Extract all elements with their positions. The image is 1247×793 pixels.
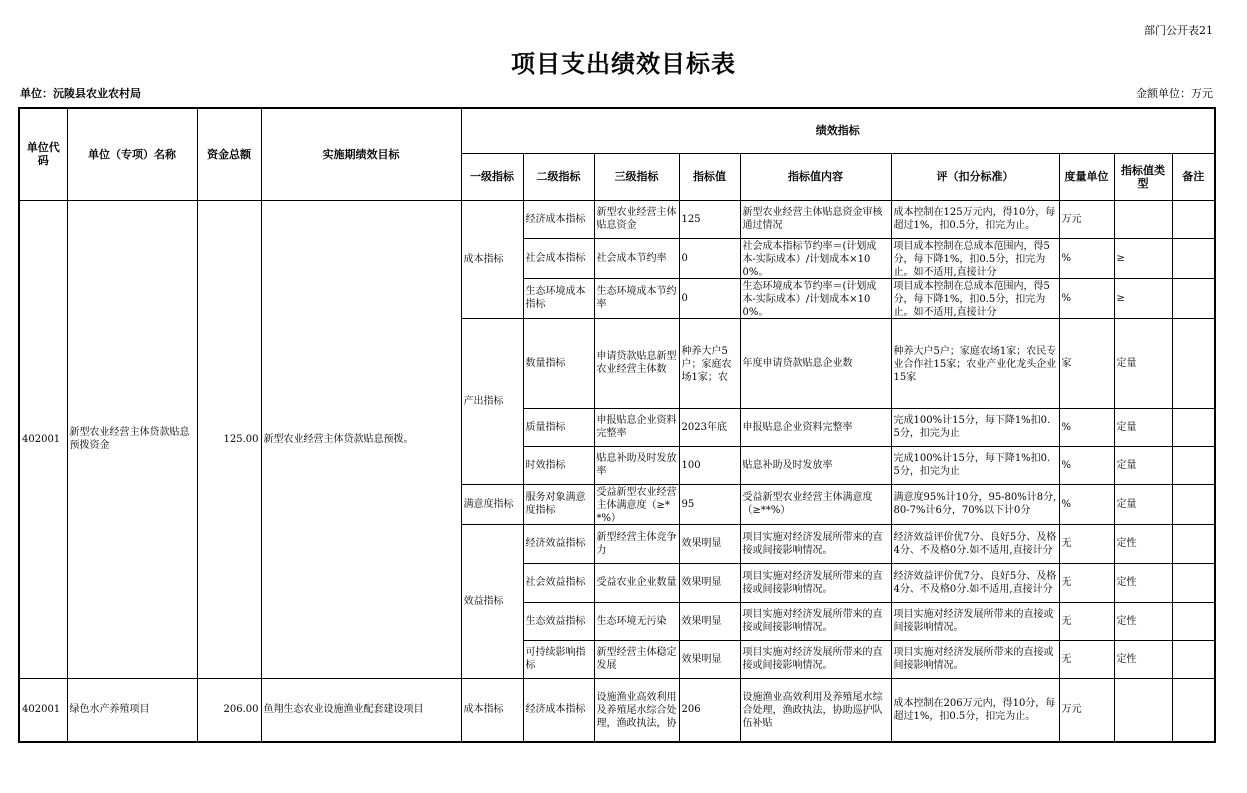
col-header-value: 指标值 [679, 153, 740, 200]
scoring-standard-text: 项目成本控制在总成本范围内，得5分，每下降1%，扣0.5分，扣完为止。如不适用,直接计分 [893, 280, 1050, 317]
scoring-standard-text: 项目实施对经济发展所带来的直接或间接影响情况。 [893, 647, 1054, 671]
scoring-standard [891, 602, 1059, 640]
project-goal: 鱼翔生态农业设施渔业配套建设项目 [261, 678, 461, 742]
indicator-value-text: 95 [681, 498, 695, 510]
indicator-level3 [594, 408, 679, 446]
value-type: 定性 [1114, 640, 1172, 678]
measure-unit: 无 [1059, 524, 1114, 563]
indicator-value-text: 效果明显 [681, 577, 722, 588]
indicator-level2: 可持续影响指标 [523, 640, 594, 678]
indicator-level3 [594, 602, 679, 640]
indicator-level1: 效益指标 [461, 524, 523, 678]
indicator-level3 [594, 640, 679, 678]
indicator-value [679, 318, 740, 408]
scoring-standard-text: 项目成本控制在总成本范围内，得5分，每下降1%，扣0.5分，扣完为止。如不适用,直接计分 [893, 240, 1050, 277]
indicator-level3 [594, 318, 679, 408]
col-header-level3: 三级指标 [594, 153, 679, 200]
indicator-level2: 服务对象满意度指标 [523, 484, 594, 524]
indicator-level3-text: 申报贴息企业资料完整率 [596, 415, 677, 439]
indicator-value [679, 408, 740, 446]
col-header-level2: 二级指标 [523, 153, 594, 200]
indicator-level2: 社会效益指标 [523, 563, 594, 602]
measure-unit: 万元 [1059, 200, 1114, 238]
scoring-standard [891, 640, 1059, 678]
indicator-content [740, 238, 891, 278]
indicator-content-text: 项目实施对经济发展所带来的直接或间接影响情况。 [742, 531, 883, 556]
project-name: 绿色水产养殖项目 [67, 678, 197, 742]
value-type: 定量 [1114, 446, 1172, 484]
indicator-value [679, 563, 740, 602]
scoring-standard-text: 完成100%计15分，每下降1%扣0.5分，扣完为止 [893, 453, 1051, 477]
unit-label: 单位：沅陵县农业农村局 [20, 87, 141, 100]
indicator-level3-text: 新型经营主体稳定发展 [596, 647, 677, 671]
col-header-goal: 实施期绩效目标 [261, 108, 461, 200]
indicator-level1: 满意度指标 [461, 484, 523, 524]
note-cell [1172, 200, 1215, 238]
indicator-level3 [594, 446, 679, 484]
indicator-value [679, 602, 740, 640]
note-cell [1172, 278, 1215, 318]
value-type: 定性 [1114, 563, 1172, 602]
note-cell [1172, 524, 1215, 563]
value-type: ≥ [1114, 278, 1172, 318]
performance-table [18, 107, 1216, 743]
indicator-level2: 经济效益指标 [523, 524, 594, 563]
note-cell [1172, 408, 1215, 446]
indicator-level1: 成本指标 [461, 200, 523, 318]
indicator-value-text: 效果明显 [681, 615, 722, 627]
note-cell [1172, 563, 1215, 602]
indicator-level3-text: 生态环境无污染 [596, 615, 667, 627]
indicator-content-text: 社会成本指标节约率＝(计划成本-实际成本）/计划成本×100%。 [742, 240, 877, 277]
scoring-standard [891, 678, 1059, 742]
indicator-level3 [594, 278, 679, 318]
measure-unit: % [1059, 238, 1114, 278]
indicator-value [679, 524, 740, 563]
indicator-level3-text: 新型农业经营主体贴息资金 [596, 207, 677, 231]
value-type: 定量 [1114, 408, 1172, 446]
indicator-value-text: 0 [681, 252, 688, 264]
indicator-level2: 经济成本指标 [523, 678, 594, 742]
indicator-value-text: 0 [681, 292, 688, 304]
scoring-standard [891, 238, 1059, 278]
col-header-name: 单位（专项）名称 [67, 108, 197, 200]
measure-unit: 无 [1059, 640, 1114, 678]
indicator-content-text: 年度申请贷款贴息企业数 [742, 357, 853, 369]
scoring-standard-text: 经济效益评价优7分、良好5分、及格4分、不及格0分.如不适用,直接计分 [893, 531, 1057, 556]
indicator-level2: 生态效益指标 [523, 602, 594, 640]
indicator-content [740, 524, 891, 563]
indicator-content [740, 318, 891, 408]
measure-unit: % [1059, 446, 1114, 484]
measure-unit: % [1059, 484, 1114, 524]
scoring-standard-text: 满意度95%计10分，95-80%计8分,80-7%计6分，70%以下计0分 [893, 492, 1057, 516]
measure-unit: % [1059, 278, 1114, 318]
indicator-value [679, 640, 740, 678]
scoring-standard [891, 408, 1059, 446]
indicator-level3 [594, 200, 679, 238]
note-cell [1172, 238, 1215, 278]
note-cell [1172, 484, 1215, 524]
value-type: 定性 [1114, 524, 1172, 563]
indicator-value-text: 125 [681, 213, 701, 225]
col-header-content: 指标值内容 [740, 153, 891, 200]
indicator-content [740, 602, 891, 640]
indicator-value-text: 种养大户5户；家庭农场1家；农 [681, 345, 732, 382]
col-header-measure: 度量单位 [1059, 153, 1114, 200]
value-type: 定性 [1114, 602, 1172, 640]
note-cell [1172, 640, 1215, 678]
project-goal: 新型农业经营主体贷款贴息预拨。 [261, 200, 461, 678]
scoring-standard-text: 经济效益评价优7分、良好5分、及格4分、不及格0分.如不适用,直接计分 [893, 570, 1057, 595]
scoring-standard-text: 成本控制在206万元内，得10分，每超过1%，扣0.5分，扣完为止。 [893, 697, 1056, 722]
project-amount: 125.00 [197, 200, 261, 678]
indicator-content [740, 640, 891, 678]
indicator-level2: 生态环境成本指标 [523, 278, 594, 318]
indicator-content [740, 678, 891, 742]
col-header-performance: 绩效指标 [461, 108, 1215, 153]
indicator-content [740, 484, 891, 524]
measure-unit: 无 [1059, 602, 1114, 640]
scoring-standard [891, 563, 1059, 602]
indicator-content [740, 200, 891, 238]
indicator-level3-text: 社会成本节约率 [596, 252, 667, 264]
table-row [19, 200, 1215, 238]
indicator-level2: 社会成本指标 [523, 238, 594, 278]
project-amount: 206.00 [197, 678, 261, 742]
indicator-level2: 数量指标 [523, 318, 594, 408]
indicator-value-text: 206 [681, 704, 701, 716]
indicator-value [679, 484, 740, 524]
note-cell [1172, 318, 1215, 408]
indicator-level3 [594, 524, 679, 563]
indicator-content-text: 新型农业经营主体贴息资金审核通过情况 [742, 207, 883, 231]
value-type: ≥ [1114, 238, 1172, 278]
indicator-content-text: 生态环境成本节约率＝(计划成本-实际成本）/计划成本×100%。 [742, 280, 877, 317]
project-code: 402001 [19, 200, 67, 678]
indicator-value-text: 效果明显 [681, 538, 722, 549]
indicator-level3 [594, 238, 679, 278]
indicator-content [740, 446, 891, 484]
col-header-code: 单位代码 [19, 108, 67, 200]
indicator-level2: 时效指标 [523, 446, 594, 484]
indicator-value [679, 200, 740, 238]
indicator-level3 [594, 678, 679, 742]
indicator-content-text: 设施渔业高效利用及养殖尾水综合处理，渔政执法，协助巡护队伍补贴 [742, 692, 883, 729]
indicator-content-text: 项目实施对经济发展所带来的直接或间接影响情况。 [742, 609, 883, 633]
page-title: 项目支出绩效目标表 [511, 50, 736, 78]
table-row [19, 678, 1215, 742]
scoring-standard-text: 完成100%计15分，每下降1%扣0.5分，扣完为止 [893, 415, 1051, 439]
indicator-level2: 质量指标 [523, 408, 594, 446]
col-header-level1: 一级指标 [461, 153, 523, 200]
col-header-value-type: 指标值类型 [1114, 153, 1172, 200]
indicator-level1: 产出指标 [461, 318, 523, 484]
indicator-value [679, 238, 740, 278]
measure-unit: 无 [1059, 563, 1114, 602]
form-number: 部门公开表21 [1144, 24, 1213, 37]
indicator-content-text: 申报贴息企业资料完整率 [742, 421, 853, 433]
indicator-content [740, 408, 891, 446]
scoring-standard-text: 种养大户5户；家庭农场1家；农民专业合作社15家；农业产业化龙头企业15家 [893, 345, 1057, 382]
project-code: 402001 [19, 678, 67, 742]
scoring-standard [891, 318, 1059, 408]
indicator-content-text: 项目实施对经济发展所带来的直接或间接影响情况。 [742, 647, 883, 671]
col-header-amount: 资金总额 [197, 108, 261, 200]
indicator-content-text: 贴息补助及时发放率 [742, 459, 833, 471]
indicator-level3-text: 受益农业企业数量 [596, 577, 677, 588]
indicator-value-text: 2023年底 [681, 421, 727, 433]
indicator-content [740, 563, 891, 602]
value-type: 定量 [1114, 318, 1172, 408]
indicator-level1: 成本指标 [461, 678, 523, 742]
indicator-content-text: 项目实施对经济发展所带来的直接或间接影响情况。 [742, 570, 883, 595]
indicator-value [679, 446, 740, 484]
value-type [1114, 200, 1172, 238]
indicator-value [679, 278, 740, 318]
indicator-level3-text: 贴息补助及时发放率 [596, 453, 677, 477]
indicator-level3-text: 申请贷款贴息新型农业经营主体数 [596, 351, 677, 375]
measure-unit: % [1059, 408, 1114, 446]
col-header-note: 备注 [1172, 153, 1215, 200]
scoring-standard [891, 484, 1059, 524]
indicator-level2: 经济成本指标 [523, 200, 594, 238]
scoring-standard [891, 524, 1059, 563]
indicator-level3 [594, 484, 679, 524]
measure-unit: 万元 [1059, 678, 1114, 742]
value-type: 定量 [1114, 484, 1172, 524]
indicator-level3 [594, 563, 679, 602]
scoring-standard [891, 446, 1059, 484]
indicator-level3-text: 生态环境成本节约率 [596, 286, 677, 310]
note-cell [1172, 602, 1215, 640]
note-cell [1172, 446, 1215, 484]
scoring-standard [891, 278, 1059, 318]
money-unit-label: 金额单位：万元 [1136, 87, 1213, 100]
indicator-value-text: 100 [681, 459, 701, 471]
scoring-standard-text: 项目实施对经济发展所带来的直接或间接影响情况。 [893, 609, 1054, 633]
scoring-standard-text: 成本控制在125万元内，得10分，每超过1%，扣0.5分，扣完为止。 [893, 207, 1056, 231]
col-header-standard: 评（扣分标准） [891, 153, 1059, 200]
indicator-content [740, 278, 891, 318]
indicator-value-text: 效果明显 [681, 653, 722, 665]
project-name: 新型农业经营主体贷款贴息预拨资金 [67, 200, 197, 678]
note-cell [1172, 678, 1215, 742]
measure-unit: 家 [1059, 318, 1114, 408]
indicator-content-text: 受益新型农业经营主体满意度（≥**%） [742, 492, 873, 516]
indicator-value [679, 678, 740, 742]
indicator-level3-text: 受益新型农业经营主体满意度（≥**%） [596, 486, 677, 523]
indicator-level3-text: 新型经营主体竞争力 [596, 531, 677, 556]
value-type [1114, 678, 1172, 742]
scoring-standard [891, 200, 1059, 238]
indicator-level3-text: 设施渔业高效利用及养殖尾水综合处理，渔政执法，协 [596, 692, 677, 729]
